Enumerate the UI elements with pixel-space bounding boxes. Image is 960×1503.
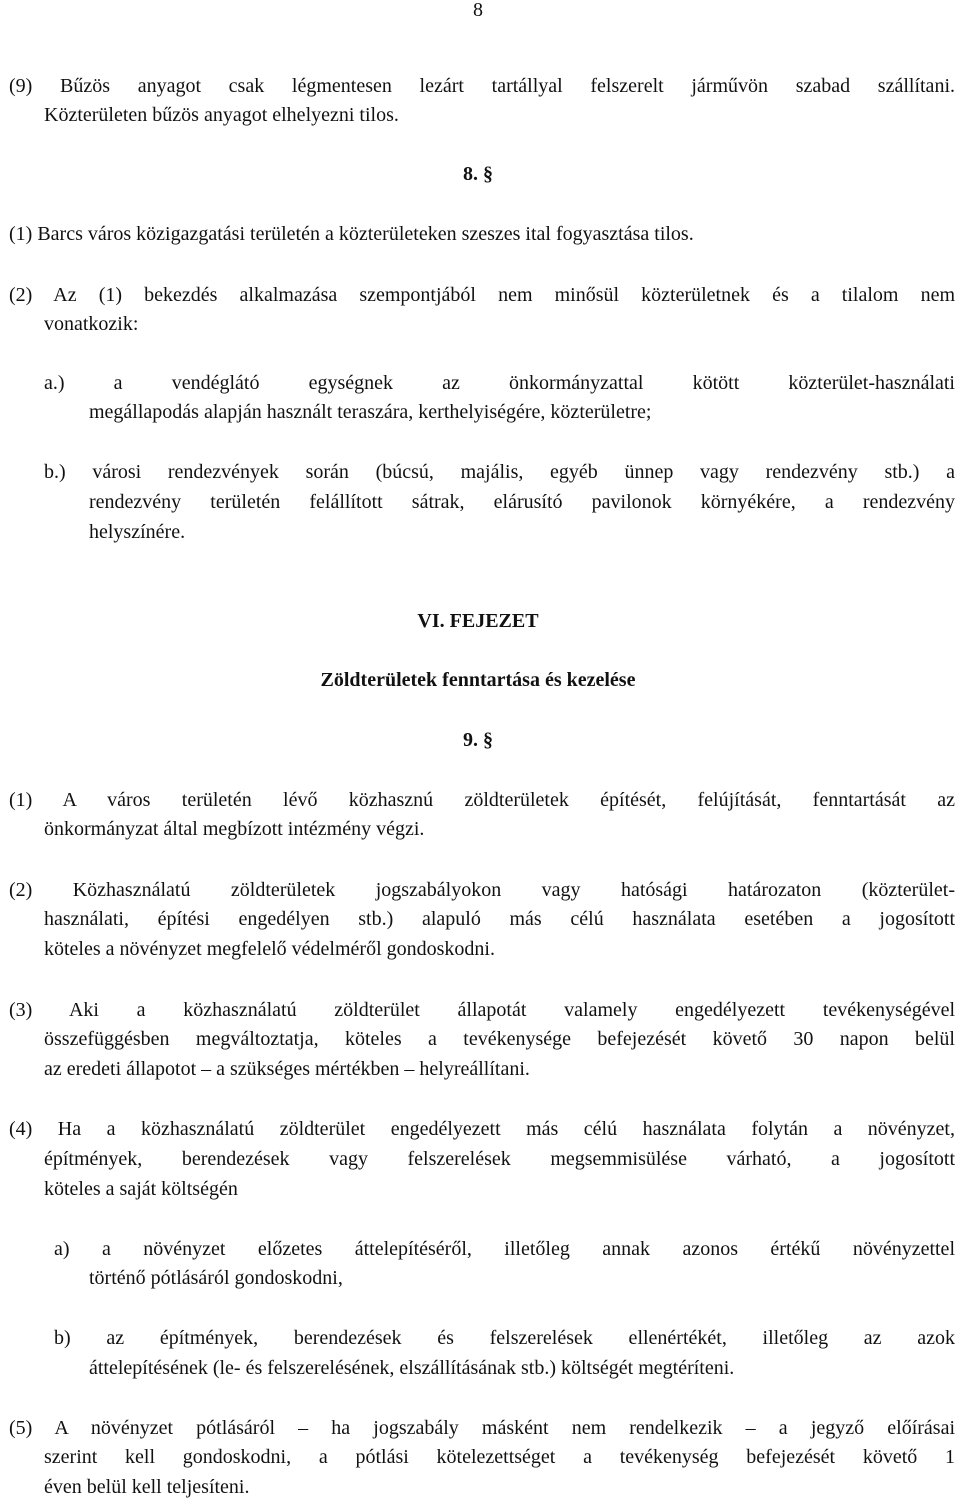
section-9-para-3 (9, 996, 955, 1026)
section-8-para-1-line: (1) Barcs város közigazgatási területén a közterületeken szeszes ital fogyasztása tilos. (9, 223, 694, 245)
section-9-para-5-line-2: szerint kell gondoskodni, a pótlási kötelezettséget a tevékenység befejezését követő 1 (44, 1446, 955, 1468)
section-9-item-a-line-2: történő pótlásáról gondoskodni, (89, 1267, 343, 1289)
section-9-para-5-cont (44, 1443, 955, 1502)
section-8-heading-text: 8. § (463, 163, 493, 185)
section-9-item-b-line-2: áttelepítésének (le- és felszerelésének, elszállításának stb.) költségét megtéríteni. (89, 1357, 735, 1379)
section-9-para-1 (9, 786, 955, 816)
section-8-item-b-cont (89, 488, 955, 547)
section-8-item-b-line-2: rendezvény területén felállított sátrak, elárusító pavilonok környékére, a rendezvény (89, 491, 955, 513)
paragraph-9 (9, 72, 955, 102)
section-9-para-4-line-1: (4) Ha a közhasználatú zöldterület engedélyezett más célú használata folytán a növényzet, (9, 1118, 955, 1140)
section-9-heading-text: 9. § (463, 729, 493, 751)
section-8-para-1 (9, 220, 955, 250)
section-9-para-4-cont (44, 1145, 955, 1204)
section-9-item-b (54, 1324, 955, 1354)
paragraph-9-cont (44, 101, 944, 131)
section-9-para-2-line-1: (2) Közhasználatú zöldterületek jogszabályokon vagy hatósági határozaton (közterület- (9, 879, 955, 901)
section-8-item-a-line-1: a.) a vendéglátó egységnek az önkormányzattal kötött közterület-használati (44, 372, 955, 394)
chapter-title-text: VI. FEJEZET (417, 610, 539, 632)
section-8-heading (0, 160, 956, 190)
section-9-para-1-cont (44, 815, 944, 845)
section-9-para-3-line-1: (3) Aki a közhasználatú zöldterület állapotát valamely engedélyezett tevékenységével (9, 999, 955, 1021)
section-8-para-2-line-2: vonatkozik: (44, 313, 139, 335)
section-9-item-a-cont (89, 1264, 955, 1294)
page-number: 8 (473, 0, 483, 21)
section-9-para-3-line-3: az eredeti állapotot – a szükséges mértékben – helyreállítani. (44, 1057, 530, 1080)
section-9-para-5-line-3: éven belül kell teljesíteni. (44, 1475, 250, 1498)
paragraph-9-line-2: Közterületen bűzös anyagot elhelyezni tilos. (44, 104, 399, 126)
section-8-item-a (44, 369, 955, 399)
section-9-para-4 (9, 1115, 955, 1145)
section-9-heading (0, 726, 956, 756)
chapter-subtitle (0, 666, 956, 696)
section-9-para-1-line-2: önkormányzat által megbízott intézmény végzi. (44, 818, 425, 840)
section-9-para-4-line-2: építmények, berendezések vagy felszerelések megsemmisülése várható, a jogosított (44, 1148, 955, 1170)
section-9-para-4-line-3: köteles a saját költségén (44, 1177, 238, 1200)
section-8-para-2-cont (44, 310, 944, 340)
section-9-para-2 (9, 876, 955, 906)
section-8-item-b (44, 458, 955, 488)
chapter-title (0, 607, 956, 637)
section-9-item-b-line-1: b) az építmények, berendezések és felszerelések ellenértékét, illetőleg az azok (54, 1327, 955, 1349)
section-8-para-2 (9, 281, 955, 311)
section-9-item-a (54, 1235, 955, 1265)
section-8-item-a-line-2: megállapodás alapján használt teraszára, kerthelyiségére, közterületre; (89, 401, 652, 423)
section-9-para-1-line-1: (1) A város területén lévő közhasznú zöldterületek építését, felújítását, fenntartását az (9, 789, 955, 811)
section-8-item-b-line-1: b.) városi rendezvények során (búcsú, majális, egyéb ünnep vagy rendezvény stb.) a (44, 461, 955, 483)
section-9-para-2-cont (44, 905, 955, 964)
chapter-subtitle-text: Zöldterületek fenntartása és kezelése (320, 669, 636, 691)
section-9-para-2-line-3: köteles a növényzet megfelelő védelméről gondoskodni. (44, 937, 495, 960)
section-9-item-b-cont (89, 1354, 955, 1384)
section-8-item-a-cont (89, 398, 955, 428)
section-8-para-2-line-1: (2) Az (1) bekezdés alkalmazása szempontjából nem minősül közterületnek és a tilalom nem (9, 284, 955, 306)
section-9-para-3-cont (44, 1025, 955, 1084)
section-8-item-b-line-3: helyszínére. (89, 520, 186, 543)
section-9-para-5-line-1: (5) A növényzet pótlásáról – ha jogszabály másként nem rendelkezik – a jegyző előírásai (9, 1417, 955, 1439)
section-9-item-a-line-1: a) a növényzet előzetes áttelepítéséről, illetőleg annak azonos értékű növényzettel (54, 1238, 955, 1260)
section-9-para-5 (9, 1414, 955, 1444)
section-9-para-2-line-2: használati, építési engedélyen stb.) alapuló más célú használata esetében a jogosított (44, 908, 955, 930)
section-9-para-3-line-2: összefüggésben megváltoztatja, köteles a tevékenysége befejezését követő 30 napon belül (44, 1028, 955, 1050)
paragraph-9-line-1: (9) Bűzös anyagot csak légmentesen lezárt tartállyal felszerelt járművön szabad szállítani. (9, 75, 955, 97)
